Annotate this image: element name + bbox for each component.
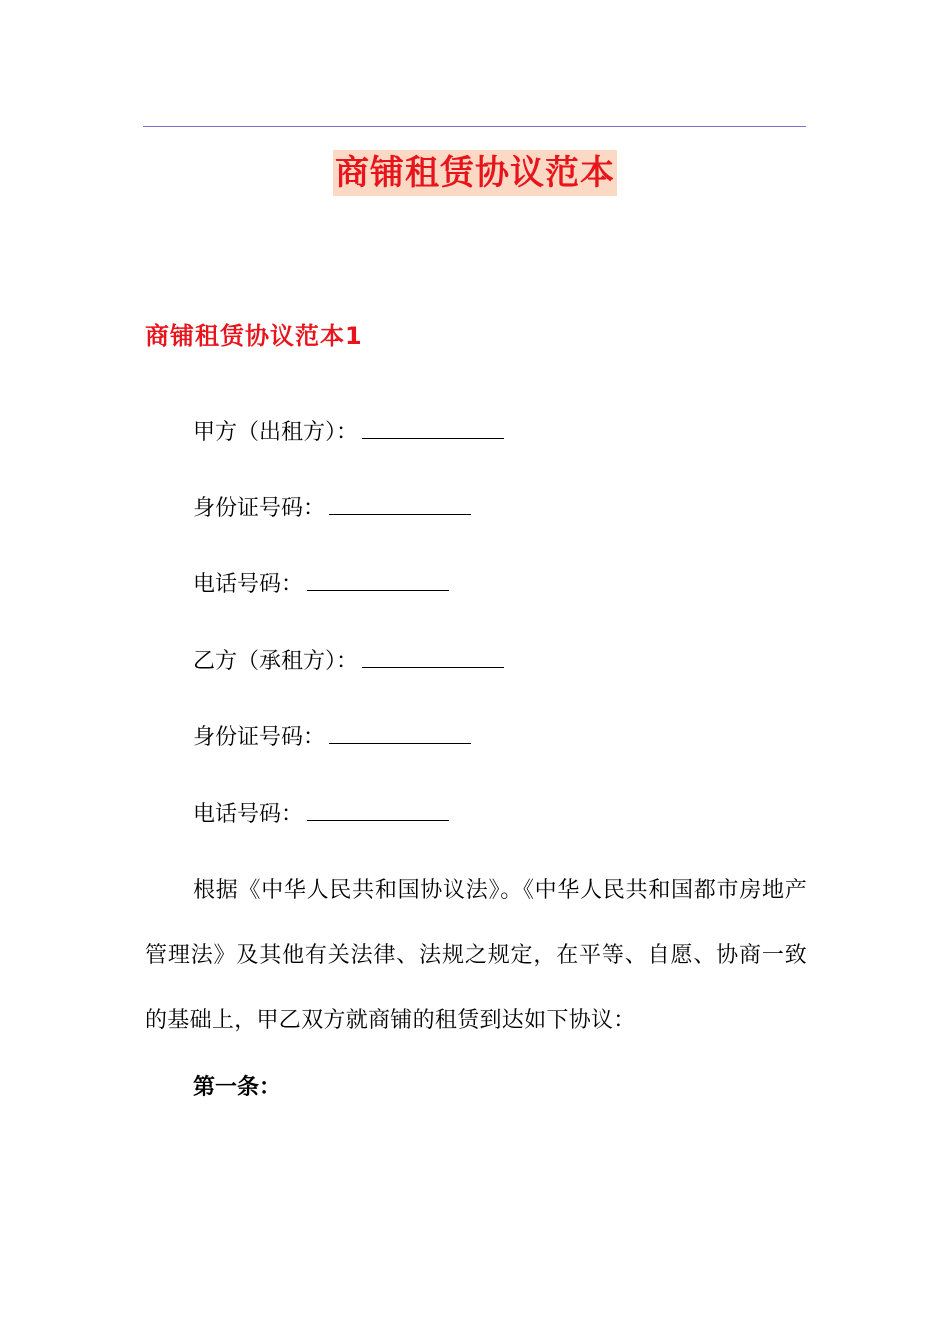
party-a-line [193, 416, 504, 449]
party-a-id-label: 身份证号码： [193, 496, 326, 521]
party-b-id-blank [329, 721, 471, 744]
section-heading: 商铺租赁协议范本1 [145, 322, 363, 350]
party-a-phone-blank [307, 568, 449, 591]
party-a-id-line [193, 492, 471, 525]
article-1-heading: 第一条： [193, 1075, 282, 1100]
title-container [0, 150, 950, 196]
party-b-line [193, 645, 504, 678]
party-b-phone-label: 电话号码： [193, 802, 304, 827]
party-a-id-blank [329, 492, 471, 515]
party-b-id-label: 身份证号码： [193, 725, 326, 750]
party-b-phone-blank [307, 798, 449, 821]
party-b-id-line [193, 721, 471, 754]
party-a-label: 甲方（出租方）： [193, 420, 359, 445]
party-b-blank [362, 645, 504, 668]
party-b-label: 乙方（承租方）： [193, 649, 359, 674]
document-title: 商铺租赁协议范本 [333, 150, 617, 196]
party-a-phone-label: 电话号码： [193, 572, 304, 597]
header-rule [143, 126, 806, 127]
preamble-paragraph: 根据《中华人民共和国协议法》。《中华人民共和国都市房地产管理法》及其他有关法律、法规之规定，在平等、自愿、协商一致的基础上，甲乙双方就商铺的租赁到达如下协议： [145, 878, 807, 1033]
party-a-blank [362, 416, 504, 439]
party-a-phone-line [193, 568, 449, 601]
party-b-phone-line [193, 798, 449, 831]
